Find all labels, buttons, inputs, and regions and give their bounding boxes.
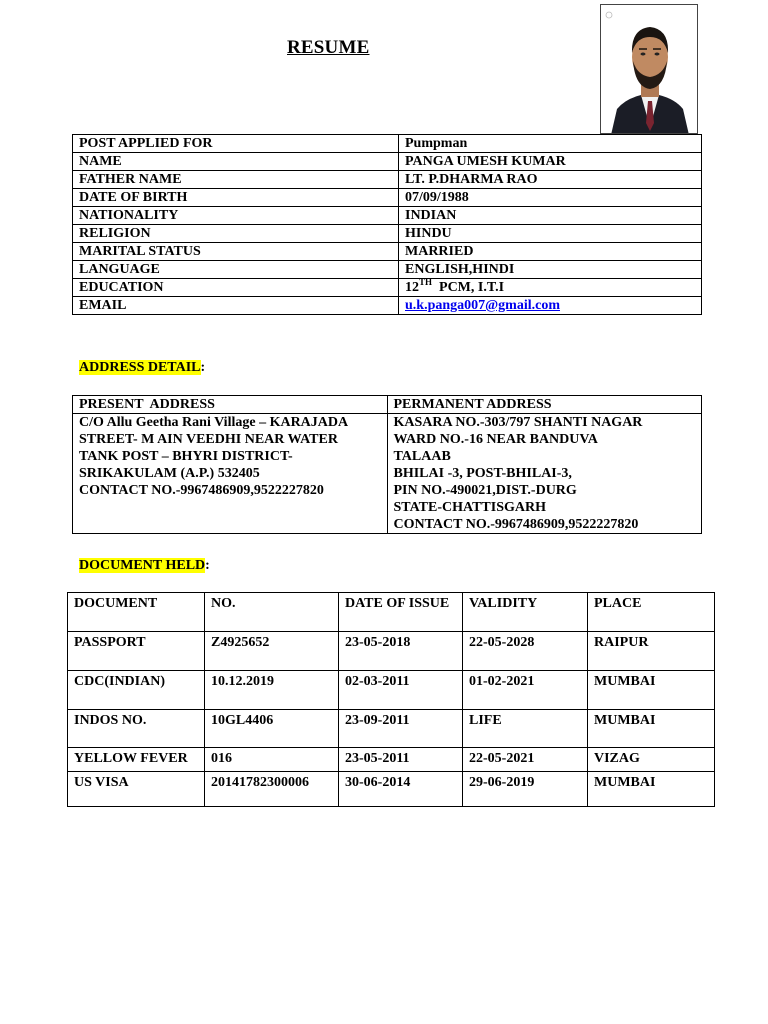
table-row bbox=[73, 243, 702, 261]
page-title: RESUME bbox=[287, 37, 370, 58]
address-table bbox=[72, 395, 702, 534]
table-cell: 22-05-2021 bbox=[463, 748, 588, 772]
table-cell: 10GL4406 bbox=[205, 710, 339, 748]
present-address-line: C/O Allu Geetha Rani Village – KARAJADA bbox=[79, 415, 349, 430]
table-cell: 01-02-2021 bbox=[463, 671, 588, 710]
language-value: ENGLISH,HINDI bbox=[399, 261, 702, 279]
column-header: PLACE bbox=[588, 593, 715, 632]
permanent-address-line: BHILAI -3, POST-BHILAI-3, bbox=[393, 466, 572, 481]
table-cell: 30-06-2014 bbox=[339, 772, 463, 807]
table-row bbox=[68, 748, 715, 772]
education-label: EDUCATION bbox=[73, 279, 399, 297]
table-row bbox=[68, 710, 715, 748]
table-header-row bbox=[68, 593, 715, 632]
portrait-image bbox=[601, 5, 698, 134]
column-header: DOCUMENT bbox=[68, 593, 205, 632]
name-label: NAME bbox=[73, 153, 399, 171]
permanent-address-line: PIN NO.-490021,DIST.-DURG bbox=[393, 483, 577, 498]
table-cell: INDOS NO. bbox=[68, 710, 205, 748]
table-cell: MUMBAI bbox=[588, 671, 715, 710]
documents-section-heading bbox=[79, 558, 210, 574]
documents-table bbox=[67, 592, 715, 807]
email-link[interactable]: u.k.panga007@gmail.com bbox=[405, 298, 560, 313]
nationality-label: NATIONALITY bbox=[73, 207, 399, 225]
marital-status-value: MARRIED bbox=[399, 243, 702, 261]
table-cell: MUMBAI bbox=[588, 772, 715, 807]
table-row bbox=[73, 153, 702, 171]
language-label: LANGUAGE bbox=[73, 261, 399, 279]
father-name-label: FATHER NAME bbox=[73, 171, 399, 189]
table-row bbox=[73, 414, 702, 534]
column-header: NO. bbox=[205, 593, 339, 632]
present-address-line: TANK POST – BHYRI DISTRICT- bbox=[79, 449, 293, 464]
table-cell: PASSPORT bbox=[68, 632, 205, 671]
table-row bbox=[73, 225, 702, 243]
table-cell: MUMBAI bbox=[588, 710, 715, 748]
address-section-heading bbox=[79, 360, 205, 376]
documents-section-colon: : bbox=[205, 558, 210, 573]
education-value bbox=[399, 279, 702, 297]
address-section-colon: : bbox=[200, 360, 206, 375]
permanent-address-cell bbox=[387, 414, 702, 534]
table-row bbox=[73, 207, 702, 225]
table-cell: 016 bbox=[205, 748, 339, 772]
table-cell: 23-05-2011 bbox=[339, 748, 463, 772]
permanent-address-line: CONTACT NO.-9967486909,9522227820 bbox=[393, 517, 639, 532]
table-cell: VIZAG bbox=[588, 748, 715, 772]
present-address-line: STREET- M AIN VEEDHI NEAR WATER bbox=[79, 432, 338, 447]
permanent-address-line: WARD NO.-16 NEAR BANDUVA bbox=[393, 432, 598, 447]
table-cell: 23-05-2018 bbox=[339, 632, 463, 671]
table-row bbox=[73, 171, 702, 189]
table-cell: YELLOW FEVER bbox=[68, 748, 205, 772]
post-applied-value: Pumpman bbox=[399, 135, 702, 153]
present-address-cell bbox=[73, 414, 388, 534]
column-header: DATE OF ISSUE bbox=[339, 593, 463, 632]
present-address-line: CONTACT NO.-9967486909,9522227820 bbox=[79, 483, 324, 498]
address-section-label: ADDRESS DETAIL bbox=[79, 360, 201, 375]
column-header: VALIDITY bbox=[463, 593, 588, 632]
present-address-line: SRIKAKULAM (A.P.) 532405 bbox=[79, 466, 260, 481]
email-label: EMAIL bbox=[73, 297, 399, 315]
table-cell: 23-09-2011 bbox=[339, 710, 463, 748]
table-row bbox=[73, 396, 702, 414]
documents-section-label: DOCUMENT HELD bbox=[79, 558, 206, 573]
table-row bbox=[73, 135, 702, 153]
table-cell: RAIPUR bbox=[588, 632, 715, 671]
table-cell: 22-05-2028 bbox=[463, 632, 588, 671]
permanent-address-line: KASARA NO.-303/797 SHANTI NAGAR bbox=[393, 415, 643, 430]
profile-photo bbox=[600, 4, 698, 134]
table-cell: LIFE bbox=[463, 710, 588, 748]
nationality-value: INDIAN bbox=[399, 207, 702, 225]
education-grade-suffix: TH bbox=[419, 277, 433, 287]
table-row bbox=[73, 189, 702, 207]
name-value: PANGA UMESH KUMAR bbox=[399, 153, 702, 171]
education-grade: 12 bbox=[405, 280, 419, 295]
table-row bbox=[68, 632, 715, 671]
permanent-address-header: PERMANENT ADDRESS bbox=[387, 396, 702, 414]
father-name-value: LT. P.DHARMA RAO bbox=[399, 171, 702, 189]
permanent-address-line: TALAAB bbox=[393, 449, 451, 464]
table-cell: Z4925652 bbox=[205, 632, 339, 671]
table-cell: US VISA bbox=[68, 772, 205, 807]
email-cell bbox=[399, 297, 702, 315]
religion-value: HINDU bbox=[399, 225, 702, 243]
marital-status-label: MARITAL STATUS bbox=[73, 243, 399, 261]
present-address-header: PRESENT ADDRESS bbox=[73, 396, 388, 414]
table-cell: CDC(INDIAN) bbox=[68, 671, 205, 710]
table-row bbox=[68, 772, 715, 807]
table-cell: 29-06-2019 bbox=[463, 772, 588, 807]
education-details: PCM, I.T.I bbox=[432, 280, 505, 295]
religion-label: RELIGION bbox=[73, 225, 399, 243]
dob-value: 07/09/1988 bbox=[399, 189, 702, 207]
table-cell: 02-03-2011 bbox=[339, 671, 463, 710]
table-row bbox=[73, 279, 702, 297]
personal-details-table bbox=[72, 134, 702, 315]
table-row bbox=[73, 297, 702, 315]
table-cell: 10.12.2019 bbox=[205, 671, 339, 710]
table-row bbox=[68, 671, 715, 710]
table-row bbox=[73, 261, 702, 279]
post-applied-label: POST APPLIED FOR bbox=[73, 135, 399, 153]
permanent-address-line: STATE-CHATTISGARH bbox=[393, 500, 546, 515]
dob-label: DATE OF BIRTH bbox=[73, 189, 399, 207]
table-cell: 20141782300006 bbox=[205, 772, 339, 807]
